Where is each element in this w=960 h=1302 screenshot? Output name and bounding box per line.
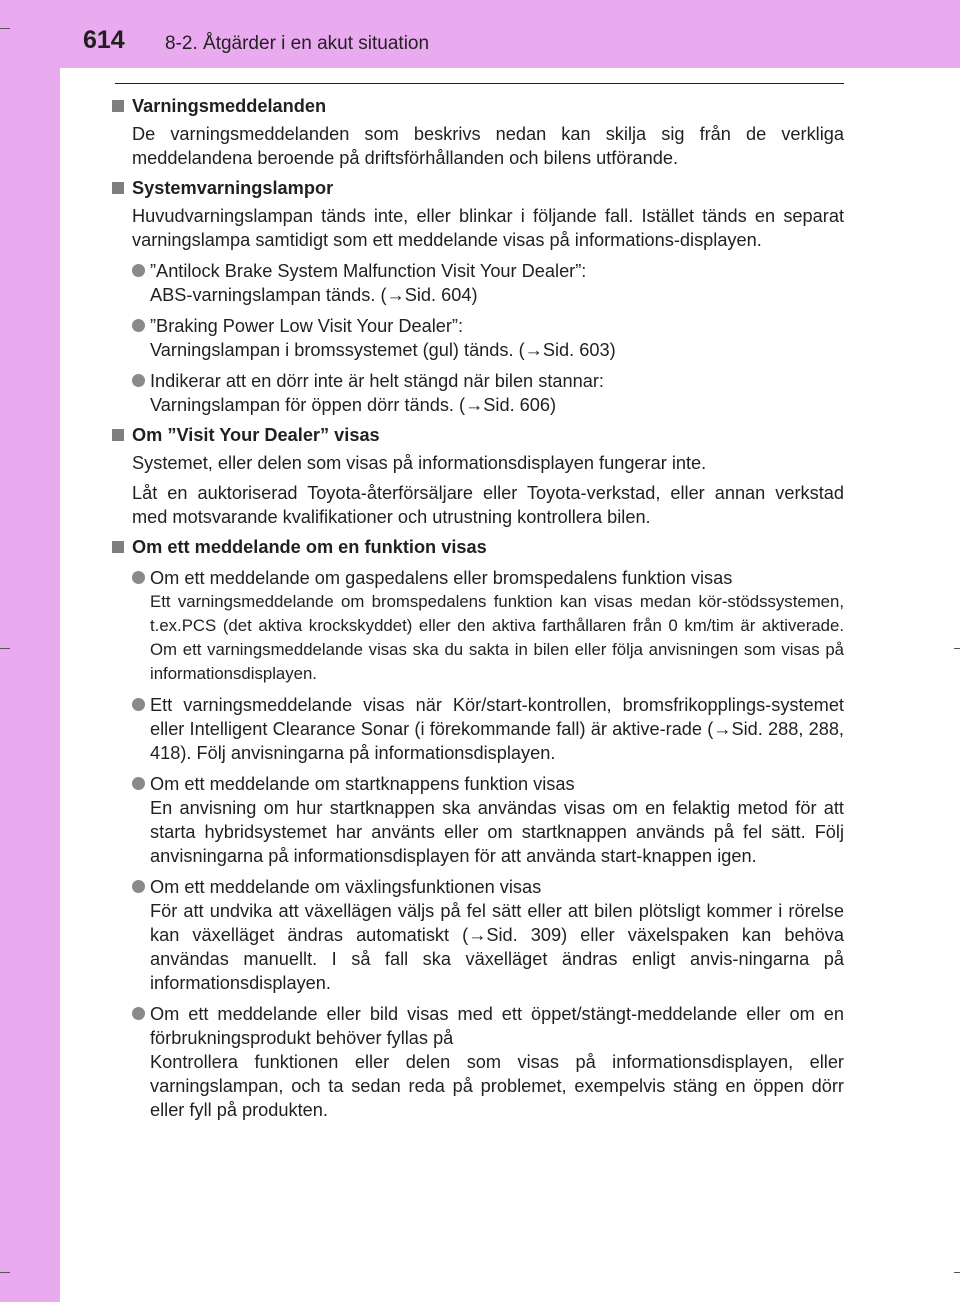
section-title: 8-2. Åtgärder i en akut situation: [165, 33, 430, 54]
page-content: [112, 94, 844, 1122]
round-bullet-icon: [132, 880, 145, 893]
list-item: Indikerar att en dörr inte är helt stängd när bilen stannar: Varningslampan för öppen dörr tänds. (→Sid. 606): [132, 369, 844, 417]
list-item: Om ett meddelande om gaspedalens eller bromspedalens funktion visas Ett varningsmeddelande om bromspedalens funktion kan visas medan kör-stödssystemen, t.ex.PCS (det aktiva krockskyddet) eller den aktiva farthållaren från 0 km/tim är aktiverade. Om ett varningsmeddelande visas ska du sakta in bilen eller följa anvisningen som visas på informationsdisplayen.: [132, 566, 844, 686]
round-bullet-icon: [132, 374, 145, 387]
square-bullet-icon: [112, 100, 124, 112]
page-number: 614: [83, 26, 125, 54]
paragraph: Låt en auktoriserad Toyota-återförsäljare eller Toyota-verkstad, eller annan verkstad med motsvarande kvalifikationer och utrustning kontrollera bilen.: [132, 483, 844, 527]
round-bullet-icon: [132, 571, 145, 584]
round-bullet-icon: [132, 698, 145, 711]
crop-mark: [0, 648, 10, 649]
crop-mark: [954, 648, 960, 649]
round-bullet-icon: [132, 319, 145, 332]
square-bullet-icon: [112, 182, 124, 194]
list-item: Ett varningsmeddelande visas när Kör/start-kontrollen, bromsfrikopplings-systemet eller Intelligent Clearance Sonar (i förekommande fall) är aktive-rade (→Sid. 288, 288, 418). Följ anvisningarna på informationsdisplayen.: [132, 693, 844, 765]
page-margin-band: [0, 0, 60, 1302]
crop-mark: [0, 1272, 10, 1273]
round-bullet-icon: [132, 777, 145, 790]
square-bullet-icon: [112, 429, 124, 441]
header-rule: [115, 83, 844, 84]
list-item: Om ett meddelande om växlingsfunktionen visas För att undvika att växellägen väljs på fel sätt eller att bilen plötsligt kommer i rörelse kan växelläget ändras automatiskt (→Sid. 309) eller växelspaken kan behöva användas manuellt. I så fall ska växelläget ändras enligt anvis-ningarna på informationsdisplayen.: [132, 875, 844, 995]
paragraph: Systemet, eller delen som visas på informationsdisplayen fungerar inte.: [132, 453, 707, 473]
crop-mark: [0, 28, 10, 29]
list-item: Om ett meddelande eller bild visas med ett öppet/stängt-meddelande eller om en förbrukningsprodukt behöver fyllas på Kontrollera funktionen eller delen som visas på informationsdisplayen, eller varningslampan, och ta sedan reda på problemet, exempelvis stäng en öppen dörr eller fyll på produkten.: [132, 1002, 844, 1122]
list-item: Om ett meddelande om startknappens funktion visas En anvisning om hur startknappen ska användas visas om en felaktig metod för att starta hybridsystemet har använts eller om startknappen används på fel sätt. Följ anvisningarna på informationsdisplayen för att använda start-knappen igen.: [132, 772, 844, 868]
heading-funktion-meddelande: Om ett meddelande om en funktion visas: [112, 535, 844, 559]
heading-varningsmeddelanden: Varningsmeddelanden: [112, 94, 844, 118]
paragraph: Huvudvarningslampan tänds inte, eller blinkar i följande fall. Istället tänds en separat varningslampa samtidigt som ett meddelande visas på informations-displayen.: [132, 206, 844, 250]
round-bullet-icon: [132, 1007, 145, 1020]
heading-systemvarningslampor: Systemvarningslampor: [112, 176, 844, 200]
square-bullet-icon: [112, 541, 124, 553]
list-item: ”Braking Power Low Visit Your Dealer”: Varningslampan i bromssystemet (gul) tänds. (→Sid. 603): [132, 314, 844, 362]
crop-mark: [954, 1272, 960, 1273]
list-item: ”Antilock Brake System Malfunction Visit Your Dealer”: ABS-varningslampan tänds. (→Sid. 604): [132, 259, 844, 307]
round-bullet-icon: [132, 264, 145, 277]
heading-visit-your-dealer: Om ”Visit Your Dealer” visas: [112, 423, 844, 447]
paragraph: De varningsmeddelanden som beskrivs nedan kan skilja sig från de verkliga meddelandena beroende på driftsförhållanden och bilens utförande.: [132, 124, 844, 168]
